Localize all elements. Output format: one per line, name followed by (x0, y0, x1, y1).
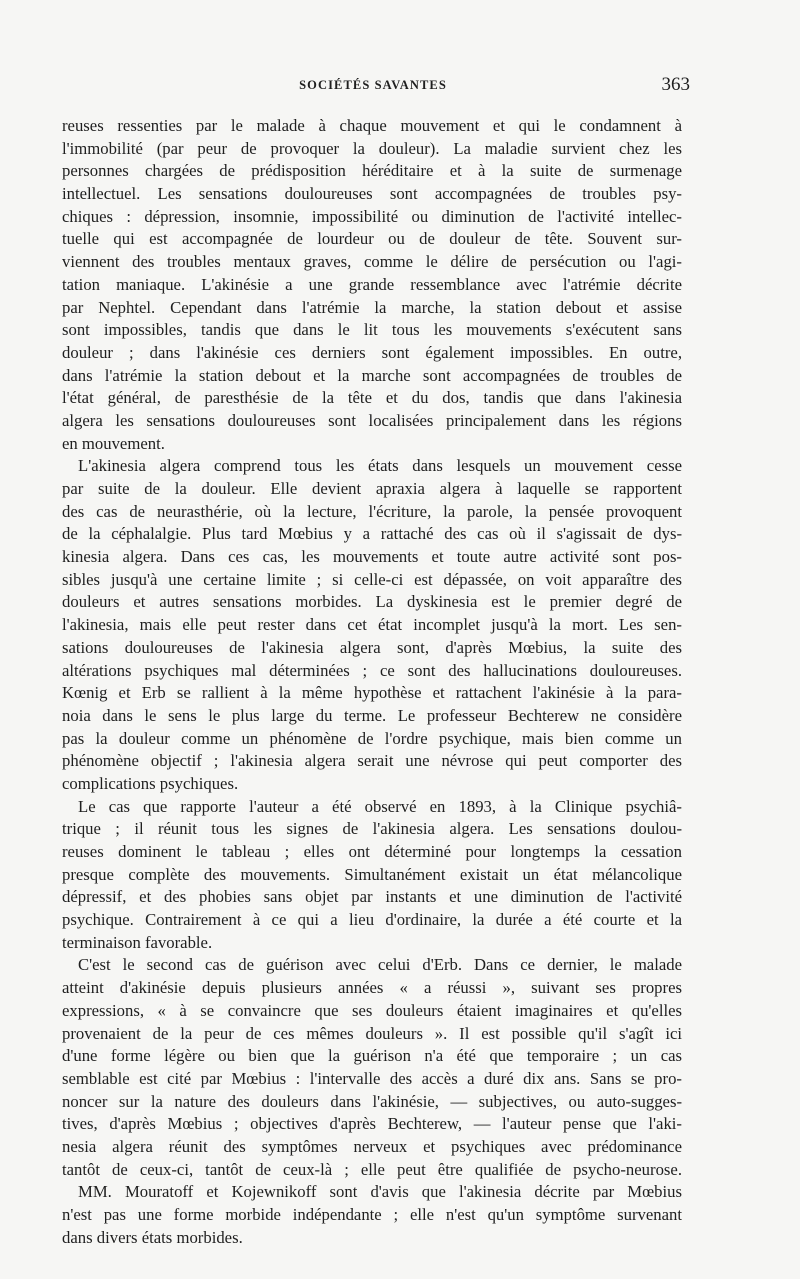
text-line: noncer sur la nature des douleurs dans l'akinésie, — subjectives, ou auto-sugges- (62, 1091, 682, 1111)
text-line: des cas de neurasthérie, où la lecture, l'écriture, la parole, la pensée provoquent (62, 501, 682, 521)
text-line: phénomène objectif ; l'akinesia algera serait une névrose qui peut comporter des (62, 751, 682, 771)
text-line: altérations psychiques mal déterminées ; ce sont des hallucinations douloureuses. (62, 660, 682, 680)
text-line: Le cas que rapporte l'auteur a été observé en 1893, à la Clinique psychiâ- (78, 796, 682, 816)
page-header (62, 74, 690, 98)
paragraph-4 (62, 954, 682, 1181)
text-line: Kœnig et Erb se rallient à la même hypothèse et rattachent l'akinésie à la para- (62, 683, 682, 703)
text-line: par suite de la douleur. Elle devient apraxia algera à laquelle se rapportent (62, 479, 682, 498)
text-line: semblable est cité par Mœbius : l'intervalle des accès a duré dix ans. Sans se pro- (62, 1068, 682, 1088)
paragraph-2 (62, 455, 682, 795)
text-line: complications psychiques. (62, 773, 239, 793)
text-line: douleurs et autres sensations morbides. La dyskinesia est le premier degré de (62, 592, 682, 612)
text-line: par Nephtel. Cependant dans l'atrémie la marche, la station debout et assise (62, 297, 682, 317)
text-line: C'est le second cas de guérison avec celui d'Erb. Dans ce dernier, le malade (78, 955, 682, 975)
text-line: n'est pas une forme morbide indépendante ; elle n'est qu'un symptôme survenant (62, 1205, 682, 1224)
text-line: trique ; il réunit tous les signes de l'akinesia algera. Les sensations doulou- (62, 819, 682, 839)
text-line: tives, d'après Mœbius ; objectives d'après Bechterew, — l'auteur pense que l'aki- (62, 1114, 682, 1134)
text-line: algera les sensations douloureuses sont localisées principalement dans les régions (62, 410, 682, 430)
text-line: l'immobilité (par peur de provoquer la douleur). La maladie survient chez les (62, 138, 682, 158)
text-line: provenaient de la peur de ces mêmes douleurs ». Il est possible qu'il s'agît ici (62, 1023, 682, 1043)
body-text (62, 115, 682, 1249)
text-line: expressions, « à se convaincre que ses douleurs étaient imaginaires et qu'elles (62, 1000, 682, 1020)
text-line: d'une forme légère ou bien que la guérison n'a été que temporaire ; un cas (62, 1046, 682, 1066)
text-line: en mouvement. (62, 433, 165, 453)
text-line: reuses ressenties par le malade à chaque mouvement et qui le condamnent à (62, 116, 682, 135)
text-line: dépressif, et des phobies sans objet par instants et une diminution de l'activité (62, 887, 682, 907)
text-line: intellectuel. Les sensations douloureuses sont accompagnées de troubles psy- (62, 184, 682, 204)
text-line: sations douloureuses de l'akinesia algera sont, d'après Mœbius, la suite des (62, 637, 682, 657)
text-line: sont impossibles, tandis que dans le lit tous les mouvements s'exécutent sans (62, 320, 682, 340)
text-line: l'akinesia, mais elle peut rester dans cet état incomplet jusqu'à la mort. Les sen- (62, 615, 682, 635)
paragraph-1 (62, 115, 682, 455)
text-line: terminaison favorable. (62, 932, 213, 952)
text-line: psychique. Contrairement à ce qui a lieu d'ordinaire, la durée a été courte et la (62, 910, 682, 930)
running-title: SOCIÉTÉS SAVANTES (299, 78, 447, 92)
text-line: noia dans le sens le plus large du terme. Le professeur Bechterew ne considère (62, 705, 682, 725)
text-line: tuelle qui est accompagnée de lourdeur ou de douleur de tête. Souvent sur- (62, 229, 682, 249)
text-line: MM. Mouratoff et Kojewnikoff sont d'avis que l'akinesia décrite par Mœbius (78, 1182, 682, 1202)
text-line: kinesia algera. Dans ces cas, les mouvements et toute autre activité sont pos- (62, 547, 682, 567)
text-line: atteint d'akinésie depuis plusieurs années « a réussi », suivant ses propres (62, 978, 682, 998)
text-line: reuses dominent le tableau ; elles ont déterminé pour longtemps la cessation (62, 842, 682, 861)
text-line: viennent des troubles mentaux graves, comme le délire de persécution ou l'agi- (62, 252, 682, 272)
page-number: 363 (661, 74, 690, 95)
text-line: chiques : dépression, insomnie, impossibilité ou diminution de l'activité intellec- (62, 206, 682, 226)
text-line: tation maniaque. L'akinésie a une grande ressemblance avec l'atrémie décrite (62, 274, 682, 294)
paragraph-5 (62, 1181, 682, 1249)
text-line: personnes chargées de prédisposition héréditaire et à la suite de surmenage (62, 161, 682, 181)
text-line: dans l'atrémie la station debout et la marche sont accompagnées de troubles de (62, 365, 682, 385)
text-line: de la céphalalgie. Plus tard Mœbius y a rattaché des cas où il s'agissait de dys- (62, 524, 682, 544)
text-line: sibles jusqu'à une certaine limite ; si celle-ci est dépassée, on voit apparaître des (62, 569, 682, 589)
text-line: tantôt de ceux-ci, tantôt de ceux-là ; elle peut être qualifiée de psycho-neurose. (62, 1159, 682, 1179)
text-line: nesia algera réunit des symptômes nerveux et psychiques avec prédominance (62, 1136, 682, 1156)
text-line: L'akinesia algera comprend tous les états dans lesquels un mouvement cesse (78, 456, 682, 476)
text-line: pas la douleur comme un phénomène de l'ordre psychique, mais bien comme un (62, 728, 682, 748)
text-line: l'état général, de paresthésie de la tête et du dos, tandis que dans l'akinesia (62, 388, 682, 408)
paragraph-3 (62, 796, 682, 955)
text-line: presque complète des mouvements. Simultanément existait un état mélancolique (62, 864, 682, 884)
text-line: dans divers états morbides. (62, 1227, 243, 1247)
text-line: douleur ; dans l'akinésie ces derniers sont également impossibles. En outre, (62, 342, 682, 362)
